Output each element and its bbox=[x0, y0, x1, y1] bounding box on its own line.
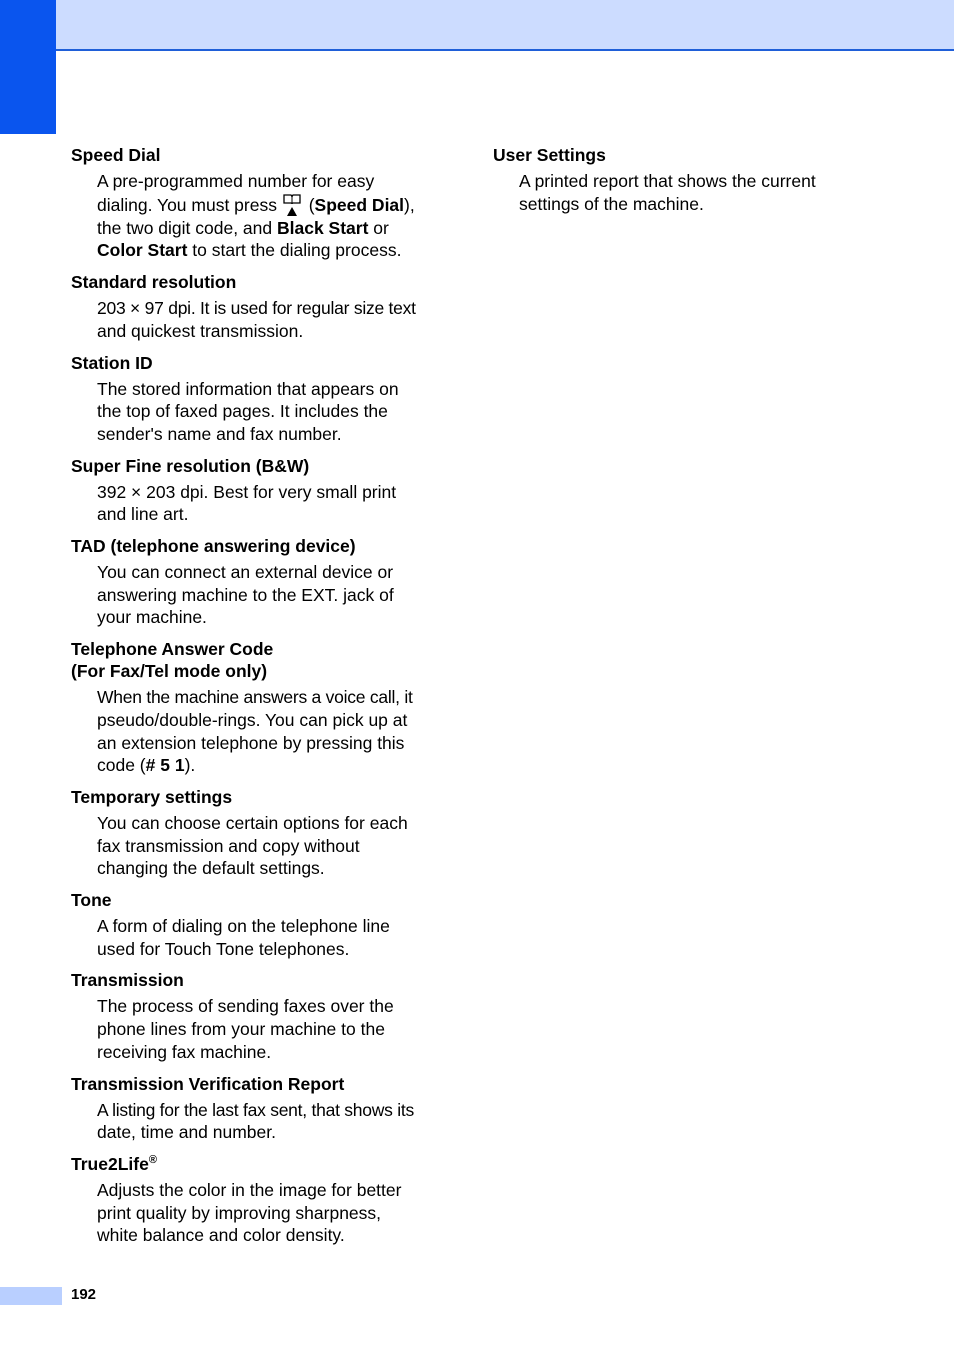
speed-dial-book-icon bbox=[282, 193, 302, 217]
def-tone: A form of dialing on the telephone line used for Touch Tone telephones. bbox=[97, 916, 390, 959]
entry-standard-resolution bbox=[71, 271, 443, 342]
def-standard-resolution: 203 × 97 dpi. It is used for regular size text and quickest transmission. bbox=[97, 298, 416, 341]
entry-true2life bbox=[71, 1153, 443, 1247]
chapter-tab bbox=[0, 0, 56, 134]
entry-station-id bbox=[71, 352, 443, 446]
entry-temporary-settings bbox=[71, 786, 443, 880]
term-telephone-answer-code: Telephone Answer Code bbox=[71, 639, 274, 660]
term-transmission: Transmission bbox=[71, 970, 184, 991]
def-transmission-verification-report: A listing for the last fax sent, that shows its date, time and number. bbox=[97, 1099, 415, 1143]
registered-mark: ® bbox=[148, 1154, 157, 1167]
term-telephone-answer-code-mode: (For Fax/Tel mode only) bbox=[71, 661, 268, 682]
term-true2life: True2Life® bbox=[71, 1153, 157, 1174]
page-number: 192 bbox=[71, 1286, 97, 1303]
term-station-id: Station ID bbox=[71, 352, 153, 373]
def-speed-dial: A pre-programmed number for easy dialing. You must press (Speed Dial), the two digit code, and Black Start or Color Start to start the dialing process. bbox=[97, 171, 415, 261]
term-standard-resolution: Standard resolution bbox=[71, 272, 237, 293]
entry-tone bbox=[71, 889, 443, 960]
glossary-left-column bbox=[71, 144, 443, 1256]
term-tone: Tone bbox=[71, 890, 112, 911]
term-temporary-settings: Temporary settings bbox=[71, 786, 233, 807]
term-tad: TAD (telephone answering device) bbox=[71, 536, 356, 557]
entry-super-fine-resolution bbox=[71, 455, 443, 526]
glossary-right-column bbox=[493, 144, 853, 224]
def-super-fine-resolution: 392 × 203 dpi. Best for very small print and line art. bbox=[97, 481, 397, 525]
entry-transmission-verification-report bbox=[71, 1073, 443, 1144]
entry-telephone-answer-code bbox=[71, 638, 443, 777]
def-telephone-answer-code: When the machine answers a voice call, it pseudo/double-rings. You can pick up at an extension telephone by pressing this code (# 5 1). bbox=[97, 687, 413, 776]
term-speed-dial: Speed Dial bbox=[71, 145, 161, 165]
def-station-id: The stored information that appears on the top of faxed pages. It includes the sender's name and fax number. bbox=[97, 378, 399, 444]
entry-transmission bbox=[71, 969, 443, 1063]
def-user-settings: A printed report that shows the current settings of the machine. bbox=[519, 171, 816, 214]
entry-user-settings bbox=[493, 144, 853, 215]
term-user-settings: User Settings bbox=[493, 145, 606, 165]
def-transmission: The process of sending faxes over the phone lines from your machine to the receiving fax machine. bbox=[97, 996, 394, 1062]
def-true2life: Adjusts the color in the image for better print quality by improving sharpness, white balance and color density. bbox=[97, 1179, 402, 1246]
footer-band bbox=[0, 1287, 62, 1305]
header-band bbox=[0, 0, 954, 49]
entry-speed-dial bbox=[71, 144, 443, 262]
def-tad: You can connect an external device or answering machine to the EXT. jack of your machine. bbox=[97, 562, 394, 628]
def-temporary-settings: You can choose certain options for each fax transmission and copy without changing the default settings. bbox=[97, 812, 408, 879]
term-super-fine-resolution: Super Fine resolution (B&W) bbox=[71, 455, 310, 476]
header-rule bbox=[56, 49, 954, 51]
entry-tad bbox=[71, 535, 443, 629]
term-transmission-verification-report: Transmission Verification Report bbox=[71, 1073, 345, 1094]
